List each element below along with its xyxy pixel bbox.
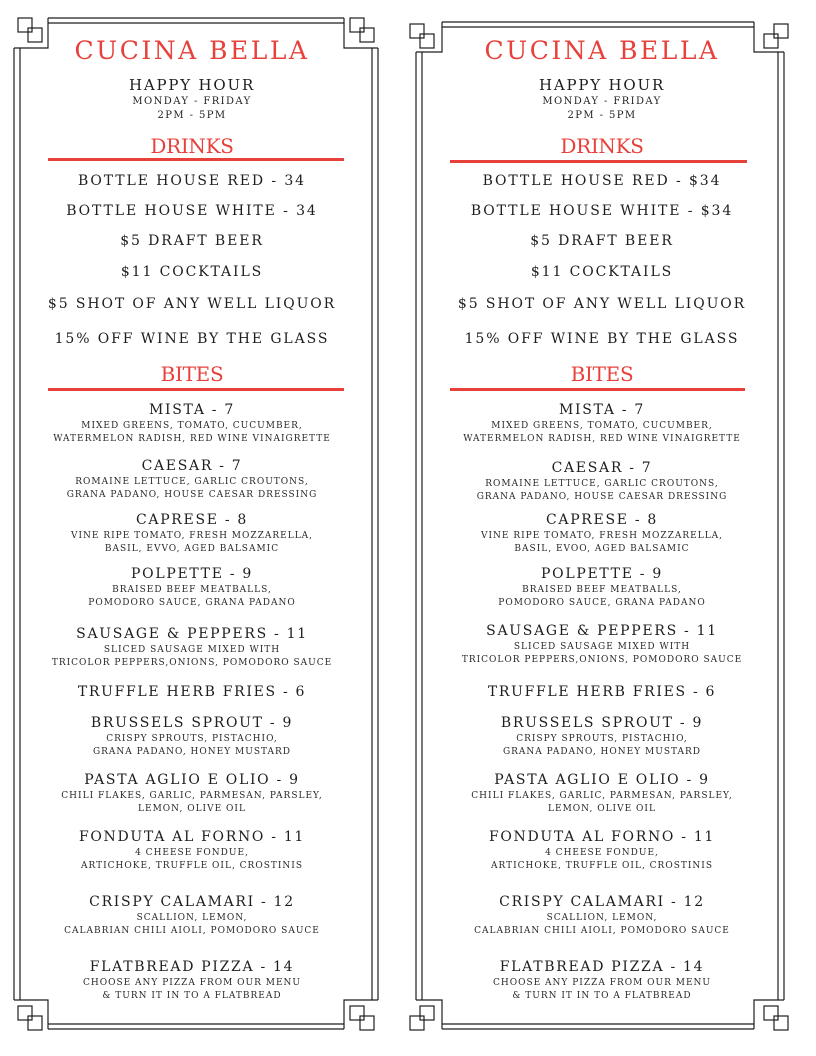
bite-description: POMODORO SAUCE, GRANA PADANO [498,598,706,608]
bite-description: SLICED SAUSAGE MIXED WITH [103,645,281,655]
bite-description: CRISPY SPROUTS, PISTACHIO, [106,734,278,744]
bite-name: TRUFFLE HERB FRIES - 6 [487,684,717,700]
bite-description: CHOOSE ANY PIZZA FROM OUR MENU [492,978,712,988]
bite-description: BRAISED BEEF MEATBALLS, [522,585,682,595]
bite-description: BRAISED BEEF MEATBALLS, [112,585,272,595]
bite-description: TRICOLOR PEPPERS,ONIONS, POMODORO SAUCE [51,658,333,668]
happy-hour-days: MONDAY - FRIDAY [542,96,662,107]
bite-description: MIXED GREENS, TOMATO, CUCUMBER, [81,421,303,431]
bite-name: FONDUTA AL FORNO - 11 [488,829,716,845]
bite-name: SAUSAGE & PEPPERS - 11 [486,623,718,639]
happy-hour-title: HAPPY HOUR [128,76,256,94]
bite-description: WATERMELON RADISH, RED WINE VINAIGRETTE [53,434,331,444]
drinks-heading: DRINKS [150,134,234,158]
bite-description: ARTICHOKE, TRUFFLE OIL, CROSTINIS [80,861,304,871]
bite-name: TRUFFLE HERB FRIES - 6 [77,684,307,700]
drink-item: BOTTLE HOUSE WHITE - 34 [66,203,318,219]
bite-description: WATERMELON RADISH, RED WINE VINAIGRETTE [463,434,741,444]
bite-description: CHOOSE ANY PIZZA FROM OUR MENU [82,978,302,988]
bite-name: PASTA AGLIO E OLIO - 9 [84,772,300,788]
bite-name: BRUSSELS SPROUT - 9 [500,715,704,731]
bite-name: MISTA - 7 [149,402,235,418]
bite-description: LEMON, OLIVE OIL [138,804,246,814]
bite-name: CAPRESE - 8 [135,512,249,528]
bite-description: & TURN IT IN TO A FLATBREAD [102,991,282,1001]
bite-description: GRANA PADANO, HONEY MUSTARD [502,747,702,757]
bite-description: MIXED GREENS, TOMATO, CUCUMBER, [491,421,713,431]
bite-name: BRUSSELS SPROUT - 9 [90,715,294,731]
drinks-heading: DRINKS [560,134,644,158]
bite-description: & TURN IT IN TO A FLATBREAD [512,991,692,1001]
bite-name: CAESAR - 7 [551,460,653,476]
bite-description: 4 CHEESE FONDUE, [135,848,249,858]
bite-description: GRANA PADANO, HOUSE CAESAR DRESSING [476,492,728,502]
bite-description: CRISPY SPROUTS, PISTACHIO, [516,734,688,744]
menu-right [408,0,816,1056]
bite-name: POLPETTE - 9 [131,566,253,582]
drink-item: $11 COCKTAILS [530,264,674,280]
drink-item: $5 DRAFT BEER [530,233,674,249]
drink-item: 15% OFF WINE BY THE GLASS [54,331,330,347]
drink-item: BOTTLE HOUSE WHITE - $34 [470,203,734,219]
bite-description: BASIL, EVVO, AGED BALSAMIC [104,544,280,554]
bite-description: CALABRIAN CHILI AIOLI, POMODORO SAUCE [64,926,320,936]
bite-name: FLATBREAD PIZZA - 14 [499,959,705,975]
bite-description: SCALLION, LEMON, [136,913,248,923]
bite-name: POLPETTE - 9 [541,566,663,582]
drinks-divider [450,160,747,163]
drink-item: 15% OFF WINE BY THE GLASS [464,331,740,347]
bite-name: SAUSAGE & PEPPERS - 11 [76,626,308,642]
brand-title: CUCINA BELLA [484,36,720,65]
bites-heading: BITES [570,362,634,386]
bite-description: ARTICHOKE, TRUFFLE OIL, CROSTINIS [490,861,714,871]
bite-name: FLATBREAD PIZZA - 14 [89,959,295,975]
bite-description: SLICED SAUSAGE MIXED WITH [513,642,691,652]
drinks-divider [48,158,344,161]
bite-description: BASIL, EVOO, AGED BALSAMIC [514,544,690,554]
drink-item: $5 SHOT OF ANY WELL LIQUOR [47,296,337,312]
drink-item: BOTTLE HOUSE RED - $34 [482,173,722,189]
bite-description: POMODORO SAUCE, GRANA PADANO [88,598,296,608]
drink-item: BOTTLE HOUSE RED - 34 [77,173,306,189]
bite-name: CRISPY CALAMARI - 12 [89,894,295,910]
bite-name: MISTA - 7 [559,402,645,418]
bites-heading: BITES [160,362,224,386]
bite-description: GRANA PADANO, HOUSE CAESAR DRESSING [66,490,318,500]
bites-divider [450,388,745,391]
bite-name: CAESAR - 7 [141,458,243,474]
bite-name: PASTA AGLIO E OLIO - 9 [494,772,710,788]
happy-hour-title: HAPPY HOUR [538,76,666,94]
drink-item: $5 SHOT OF ANY WELL LIQUOR [457,296,747,312]
bite-description: ROMAINE LETTUCE, GARLIC CROUTONS, [485,479,719,489]
bite-name: CRISPY CALAMARI - 12 [499,894,705,910]
drink-item: $11 COCKTAILS [120,264,264,280]
bite-description: TRICOLOR PEPPERS,ONIONS, POMODORO SAUCE [461,655,743,665]
bites-divider [48,388,344,391]
bite-description: CHILI FLAKES, GARLIC, PARMESAN, PARSLEY, [471,791,733,801]
bite-description: VINE RIPE TOMATO, FRESH MOZZARELLA, [480,531,724,541]
happy-hour-hours: 2PM - 5PM [157,110,227,121]
bite-description: 4 CHEESE FONDUE, [545,848,659,858]
bite-description: CHILI FLAKES, GARLIC, PARMESAN, PARSLEY, [61,791,323,801]
bite-description: CALABRIAN CHILI AIOLI, POMODORO SAUCE [474,926,730,936]
bite-name: FONDUTA AL FORNO - 11 [78,829,306,845]
bite-description: LEMON, OLIVE OIL [548,804,656,814]
drink-item: $5 DRAFT BEER [120,233,264,249]
happy-hour-hours: 2PM - 5PM [567,110,637,121]
bite-name: CAPRESE - 8 [545,512,659,528]
bite-description: ROMAINE LETTUCE, GARLIC CROUTONS, [75,477,309,487]
happy-hour-days: MONDAY - FRIDAY [132,96,252,107]
brand-title: CUCINA BELLA [74,36,310,65]
bite-description: VINE RIPE TOMATO, FRESH MOZZARELLA, [70,531,314,541]
bite-description: GRANA PADANO, HONEY MUSTARD [92,747,292,757]
bite-description: SCALLION, LEMON, [546,913,658,923]
